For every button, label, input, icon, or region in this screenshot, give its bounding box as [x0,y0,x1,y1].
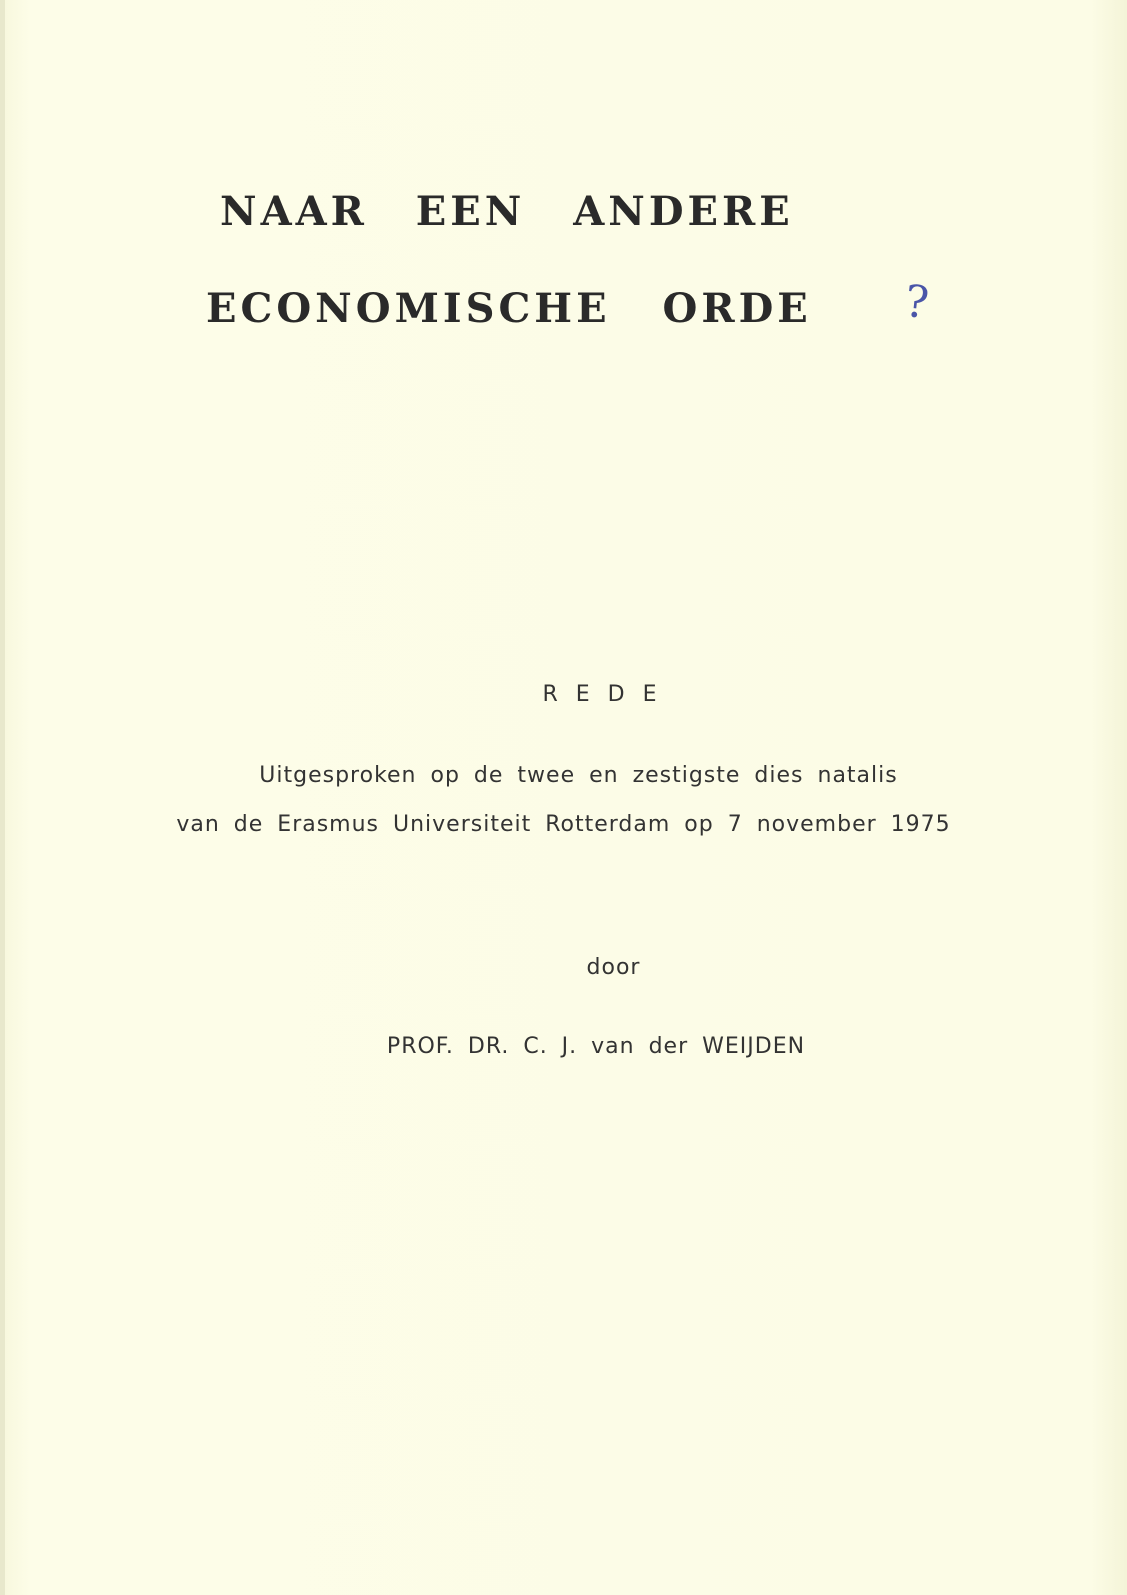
speech-label: REDE [542,682,675,707]
title-line-1: NAAR EEN ANDERE [220,188,794,235]
title-line-2: ECONOMISCHE ORDE [206,285,812,332]
page-spine-shadow [0,0,5,1595]
by-label: door [586,955,641,980]
handwritten-question-mark: ? [902,275,932,330]
author-name: PROF. DR. C. J. van der WEIJDEN [386,1034,806,1059]
subtitle-line-1: Uitgesproken op de twee en zestigste dies natalis [259,763,898,788]
subtitle-line-2: van de Erasmus Universiteit Rotterdam op 7 november 1975 [176,812,951,837]
